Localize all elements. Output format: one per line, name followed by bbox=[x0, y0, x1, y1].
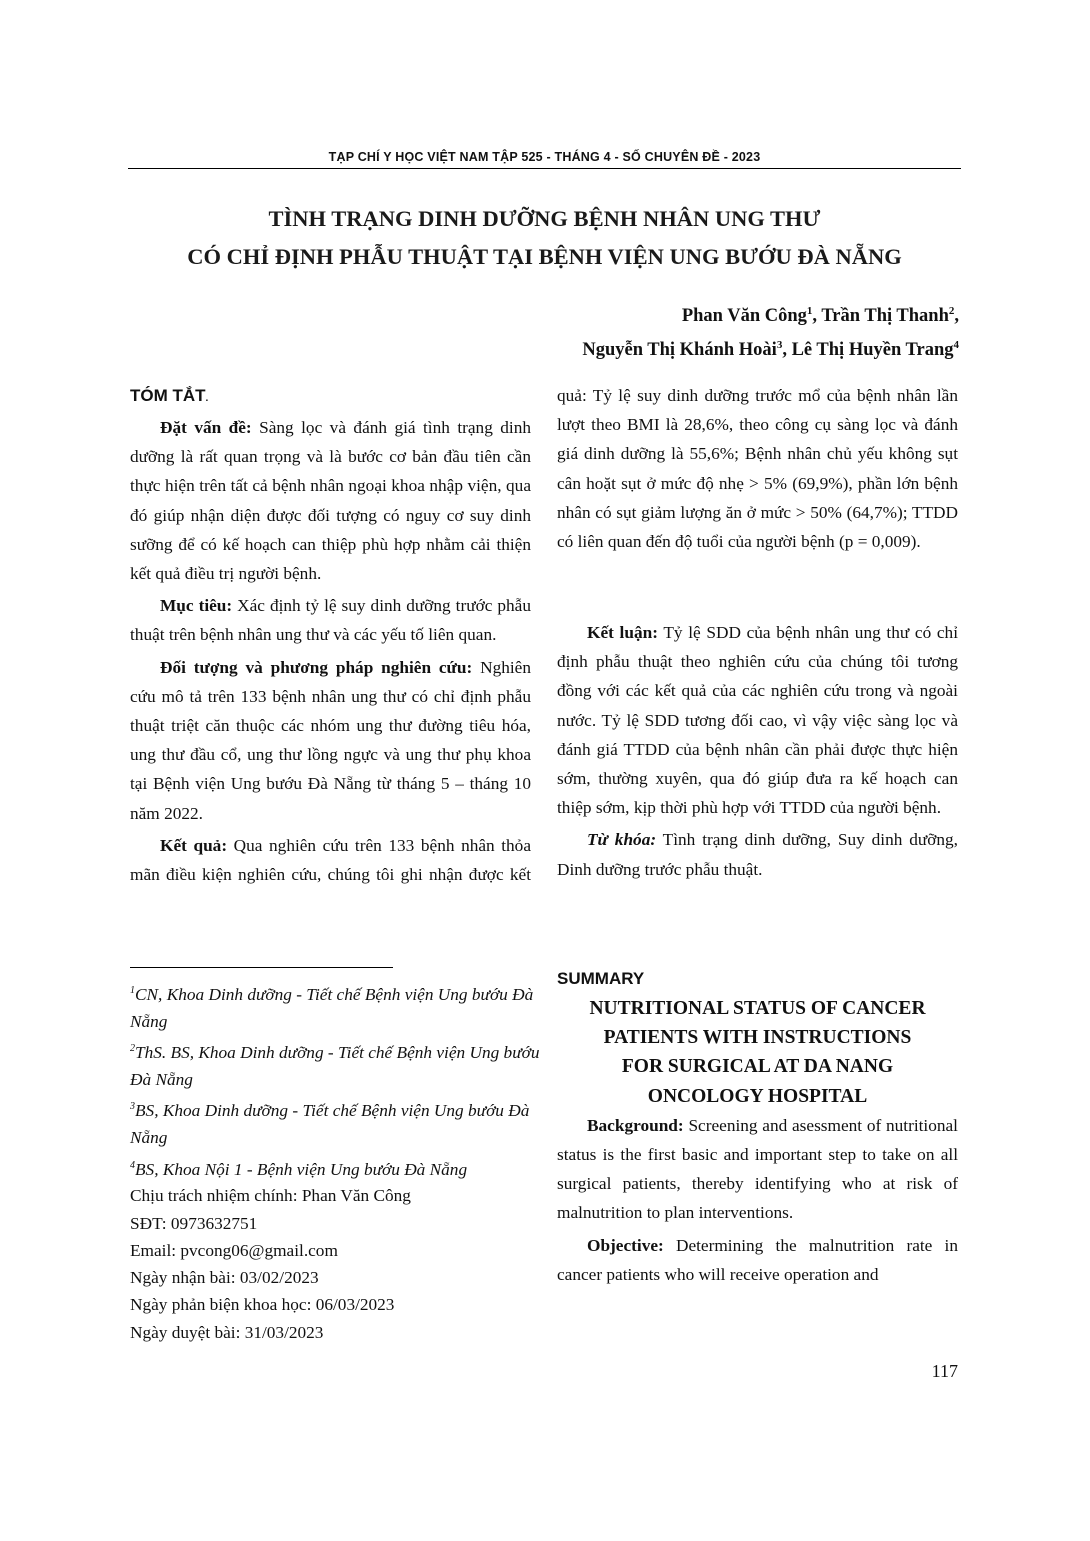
section-label: Kết quả: bbox=[160, 835, 228, 855]
abstract-right-column bbox=[557, 381, 958, 884]
summary-objective: Objective: Determining the malnutrition rate in cancer patients who will receive operation and bbox=[557, 1235, 958, 1284]
author-affil-marker: 3 bbox=[776, 339, 783, 352]
author-name: Phan Văn Công bbox=[681, 306, 807, 327]
section-label: Từ khóa: bbox=[587, 830, 657, 850]
affiliation-note: $^3$BS, Khoa Dinh dưỡng - Tiết chế Bệnh viện Ung bướu Đà Nẵng bbox=[130, 1101, 530, 1148]
affiliation-note: $^2$ThS. BS, Khoa Dinh dưỡng - Tiết chế Bệnh viện Ung bướu Đà Nẵng bbox=[130, 1042, 540, 1090]
author-name: Lê Thị Huyền Trang bbox=[791, 340, 954, 361]
summary-background: Background: Screening and asessment of nutritional status is the first basic and important step to take on all surgical patients, thereby identifying who at risk of malnutrition to plan interventions. bbox=[557, 1115, 958, 1223]
footnote-divider bbox=[130, 967, 393, 968]
abstract-conclusion: Kết luận: Tỷ lệ SDD của bệnh nhân ung thư có chỉ định phẫu thuật theo nghiên cứu của chúng tôi tương đồng với các kết quả của các nghiên cứu trong và ngoài nước. Tỷ lệ SDD tương đối cao, vì vậy việc sàng lọc và đánh giá TTDD của bệnh nhân cần phải được thực hiện sớm, thường xuyên, qua đó giúp đưa ra kế hoạch can thiệp sớm, kịp thời phù hợp với TTDD của người bệnh. bbox=[557, 623, 958, 818]
english-title: NUTRITIONAL STATUS OF CANCER PATIENTS WITH INSTRUCTIONS FOR SURGICAL AT DA NANG ONCOLOGY HOSPITAL bbox=[589, 998, 926, 1107]
section-label: Đặt vấn đề: bbox=[160, 418, 252, 437]
page-number: 117 bbox=[931, 1361, 958, 1381]
date-accepted: Ngày duyệt bài: 31/03/2023 bbox=[130, 1322, 324, 1342]
author-affil-marker: 1 bbox=[806, 305, 813, 317]
abstract-background: Đặt vấn đề: Sàng lọc và đánh giá tình trạng dinh dưỡng là rất quan trọng và là bước cơ bản đầu tiên cần thực hiện trên tất cả bệnh nhân ngoại khoa nhập viện, qua đó giúp nhận diện được đối tượng có nguy cơ suy dinh sưỡng để có kế hoạch can thiệp phù hợp nhằm cải thiện kết quả điều trị người bệnh. bbox=[130, 418, 531, 584]
corresponding-author: Chịu trách nhiệm chính: Phan Văn Công bbox=[130, 1186, 411, 1206]
author-name: Trần Thị Thanh bbox=[821, 306, 949, 327]
section-label: Background: bbox=[587, 1115, 684, 1135]
author-line-2 bbox=[582, 331, 959, 365]
header-divider bbox=[128, 168, 961, 169]
section-label: Kết luận: bbox=[587, 623, 658, 642]
date-received: Ngày nhận bài: 03/02/2023 bbox=[130, 1268, 319, 1288]
author-affil-marker: 4 bbox=[953, 339, 959, 352]
author-affil-marker: 2 bbox=[948, 305, 955, 317]
affiliation-note: $^4$BS, Khoa Nội 1 - Bệnh viện Ung bướu Đà Nẵng bbox=[130, 1159, 468, 1179]
abstract-objective: Mục tiêu: Xác định tỷ lệ suy dinh dưỡng trước phẫu thuật trên bệnh nhân ung thư và các yếu tố liên quan. bbox=[130, 596, 531, 645]
author-separator: , bbox=[812, 306, 822, 327]
article-title-line-1: TÌNH TRẠNG DINH DƯỠNG BỆNH NHÂN UNG THƯ bbox=[268, 206, 821, 231]
abstract-methods: Đối tượng và phương pháp nghiên cứu: Nghiên cứu mô tả trên 133 bệnh nhân ung thư có chỉ định phẫu thuật triệt căn thuộc các nhóm ung thư đường tiêu hóa, ung thư đầu cổ, ung thư lồng ngực và ung thư phụ khoa tại Bệnh viện Ung bướu Đà Nẵng từ tháng 5 – tháng 10 năm 2022. bbox=[130, 657, 531, 823]
abstract-results-continued: quả: Tỷ lệ suy dinh dưỡng trước mổ của bệnh nhân lần lượt theo BMI là 28,6%, theo công cụ sàng lọc và đánh giá dinh dưỡng là 55,6%; Bệnh nhân chủ yếu không sụt cân hoặt sụt ở mức độ nhẹ > 5% (69,9%), phần lớn bệnh nhân có sụt giảm lượng ăn ở mức > 50% (64,7%); TTDD có liên quan đến độ tuổi của người bệnh (p = 0,009). bbox=[557, 386, 958, 552]
section-label: Mục tiêu: bbox=[160, 596, 233, 616]
affiliation-note: $^1$CN, Khoa Dinh dưỡng - Tiết chế Bệnh viện Ung bướu Đà Nẵng bbox=[130, 984, 534, 1031]
author-list bbox=[582, 297, 959, 365]
email-address: Email: pvcong06@gmail.com bbox=[130, 1240, 338, 1260]
article-title-line-2: CÓ CHỈ ĐỊNH PHẪU THUẬT TẠI BỆNH VIỆN UNG BƯỚU ĐÀ NẴNG bbox=[187, 244, 902, 269]
summary-body bbox=[557, 1111, 958, 1289]
section-label: Objective: bbox=[587, 1235, 664, 1255]
abstract-keywords: Từ khóa: Tình trạng dinh dưỡng, Suy dinh dưỡng, Dinh dưỡng trước phẫu thuật. bbox=[557, 830, 958, 879]
article-title bbox=[128, 200, 961, 276]
author-name: Nguyễn Thị Khánh Hoài bbox=[582, 340, 777, 361]
abstract-results: Kết quả: Qua nghiên cứu trên 133 bệnh nhân thỏa mãn điều kiện nghiên cứu, chúng tôi ghi nhận được kết bbox=[130, 835, 531, 885]
date-reviewed: Ngày phản biện khoa học: 06/03/2023 bbox=[130, 1295, 395, 1315]
journal-header: TẠP CHÍ Y HỌC VIỆT NAM TẬP 525 - THÁNG 4 - SỐ CHUYÊN ĐỀ - 2023 bbox=[328, 150, 761, 164]
summary-section bbox=[557, 965, 958, 1289]
abstract-left-column bbox=[130, 381, 531, 889]
section-label: Đối tượng và phương pháp nghiên cứu: bbox=[160, 657, 473, 677]
summary-heading: SUMMARY bbox=[557, 969, 645, 988]
footnotes bbox=[130, 977, 540, 1346]
author-line-1 bbox=[582, 297, 959, 331]
author-separator: , bbox=[782, 340, 792, 361]
phone-number: SĐT: 0973632751 bbox=[130, 1213, 258, 1233]
author-separator: , bbox=[954, 306, 959, 327]
abstract-heading: TÓM TẮT. bbox=[130, 386, 209, 405]
